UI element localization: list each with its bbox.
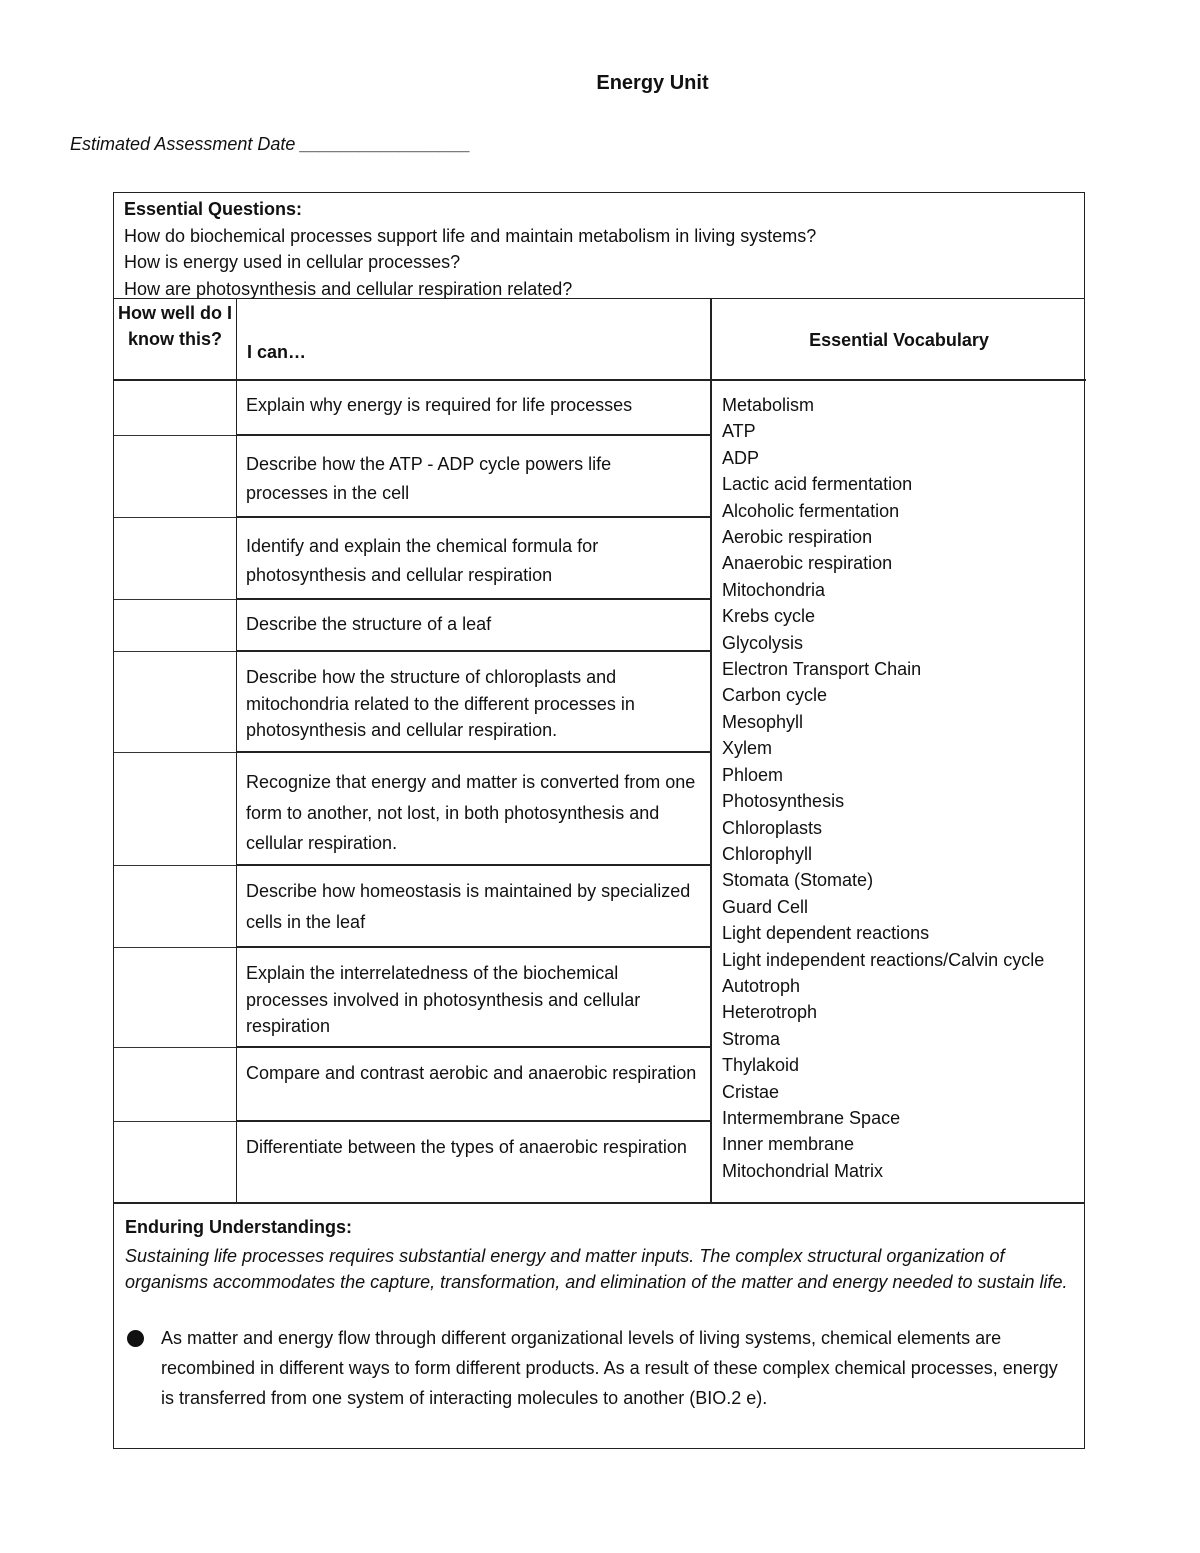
vocab-term: Inner membrane: [722, 1134, 855, 1155]
vocab-term: Carbon cycle: [722, 685, 828, 706]
assessment-date-line: [70, 134, 471, 155]
vocab-term: ADP: [722, 447, 760, 468]
bullet-dot-icon: [127, 1330, 144, 1347]
vocab-term: Alcoholic fermentation: [722, 500, 900, 521]
i-can-statement: Describe the structure of a leaf: [237, 600, 710, 652]
vocabulary-list: [712, 381, 1086, 1184]
i-can-statement: Recognize that energy and matter is converted from one form to another, not lost, in both photosynthesis and cellular respiration.: [237, 753, 710, 866]
vocabulary-column: [712, 299, 1086, 1202]
vocab-term: Cristae: [722, 1081, 780, 1102]
assessment-date-label: Estimated Assessment Date: [70, 134, 296, 154]
i-can-header: I can…: [237, 299, 710, 381]
bullet-text: As matter and energy flow through different organizational levels of living systems, chemical elements are recombined in different ways to form different products. As a result of these complex chemical processes, energy is transferred from one system of interacting molecules to another (BIO.2 e).: [161, 1327, 1058, 1408]
self-rating-cell[interactable]: [114, 1048, 236, 1122]
enduring-understandings-heading: Enduring Understandings:: [125, 1217, 352, 1237]
self-rating-cell[interactable]: [114, 948, 236, 1048]
vocab-term: Light independent reactions/Calvin cycle: [722, 949, 1045, 970]
vocab-term: Light dependent reactions: [722, 923, 930, 944]
i-can-statement: Describe how the ATP - ADP cycle powers life processes in the cell: [237, 436, 710, 518]
vocab-term: Thylakoid: [722, 1055, 800, 1076]
vocab-term: Heterotroph: [722, 1002, 818, 1023]
vocab-term: Chloroplasts: [722, 817, 823, 838]
vocab-term: Electron Transport Chain: [722, 659, 922, 680]
assessment-date-blank: _________________: [300, 134, 471, 154]
vocab-term: ATP: [722, 421, 756, 442]
vocabulary-header: Essential Vocabulary: [712, 299, 1086, 381]
enduring-understandings-text: Sustaining life processes requires substantial energy and matter inputs. The complex structural organization of organisms accommodates the capture, transformation, and elimination of the matter and energy needed to sustain life.: [125, 1245, 1068, 1292]
self-rating-cell[interactable]: [114, 652, 236, 753]
essential-questions-section: [114, 193, 1084, 299]
enduring-understandings-section: [114, 1202, 1084, 1448]
i-can-column: [237, 299, 712, 1202]
vocab-term: Lactic acid fermentation: [722, 474, 913, 495]
unit-table: [113, 192, 1085, 1449]
vocab-term: Xylem: [722, 738, 773, 759]
self-rating-cell[interactable]: [114, 1122, 236, 1202]
self-rating-cell[interactable]: [114, 600, 236, 652]
i-can-statement: Explain why energy is required for life processes: [237, 381, 710, 436]
vocab-term: Krebs cycle: [722, 606, 816, 627]
vocab-term: Metabolism: [722, 395, 815, 415]
i-can-statement: Identify and explain the chemical formula for photosynthesis and cellular respiration: [237, 518, 710, 600]
page-title: Energy Unit: [596, 72, 709, 94]
i-can-statement: Explain the interrelatedness of the biochemical processes involved in photosynthesis and cellular respiration: [237, 948, 710, 1048]
i-can-statement: Compare and contrast aerobic and anaerobic respiration: [237, 1048, 710, 1122]
i-can-statement: Describe how homeostasis is maintained by specialized cells in the leaf: [237, 866, 710, 948]
vocab-term: Stomata (Stomate): [722, 870, 874, 891]
vocab-term: Mitochondrial Matrix: [722, 1160, 884, 1181]
essential-question: How are photosynthesis and cellular respiration related?: [124, 278, 573, 299]
self-rating-cell[interactable]: [114, 518, 236, 600]
enduring-understanding-bullet: [125, 1323, 1074, 1413]
how-well-column: [114, 299, 237, 1202]
self-rating-cell[interactable]: [114, 866, 236, 948]
vocab-term: Mesophyll: [722, 711, 804, 732]
vocab-term: Guard Cell: [722, 896, 809, 917]
self-rating-cell[interactable]: [114, 381, 236, 436]
vocab-term: Aerobic respiration: [722, 527, 873, 548]
i-can-statement: Differentiate between the types of anaerobic respiration: [246, 1137, 687, 1157]
how-well-header: How well do I know this?: [114, 299, 236, 381]
vocab-term: Chlorophyll: [722, 843, 813, 864]
self-rating-cell[interactable]: [114, 436, 236, 518]
vocab-term: Autotroph: [722, 975, 801, 996]
vocab-term: Anaerobic respiration: [722, 553, 893, 574]
vocab-term: Phloem: [722, 764, 784, 785]
essential-question: How is energy used in cellular processes?: [124, 252, 461, 272]
vocab-term: Intermembrane Space: [722, 1107, 901, 1128]
vocab-term: Mitochondria: [722, 579, 826, 600]
vocab-term: Glycolysis: [722, 632, 804, 653]
vocab-term: Photosynthesis: [722, 791, 845, 812]
vocab-term: Stroma: [722, 1028, 781, 1049]
self-rating-cell[interactable]: [114, 753, 236, 866]
essential-questions-heading: Essential Questions:: [124, 199, 303, 219]
essential-question: How do biochemical processes support life and maintain metabolism in living systems?: [124, 225, 817, 246]
i-can-statement: Describe how the structure of chloroplasts and mitochondria related to the different processes in photosynthesis and cellular respiration.: [237, 652, 710, 753]
